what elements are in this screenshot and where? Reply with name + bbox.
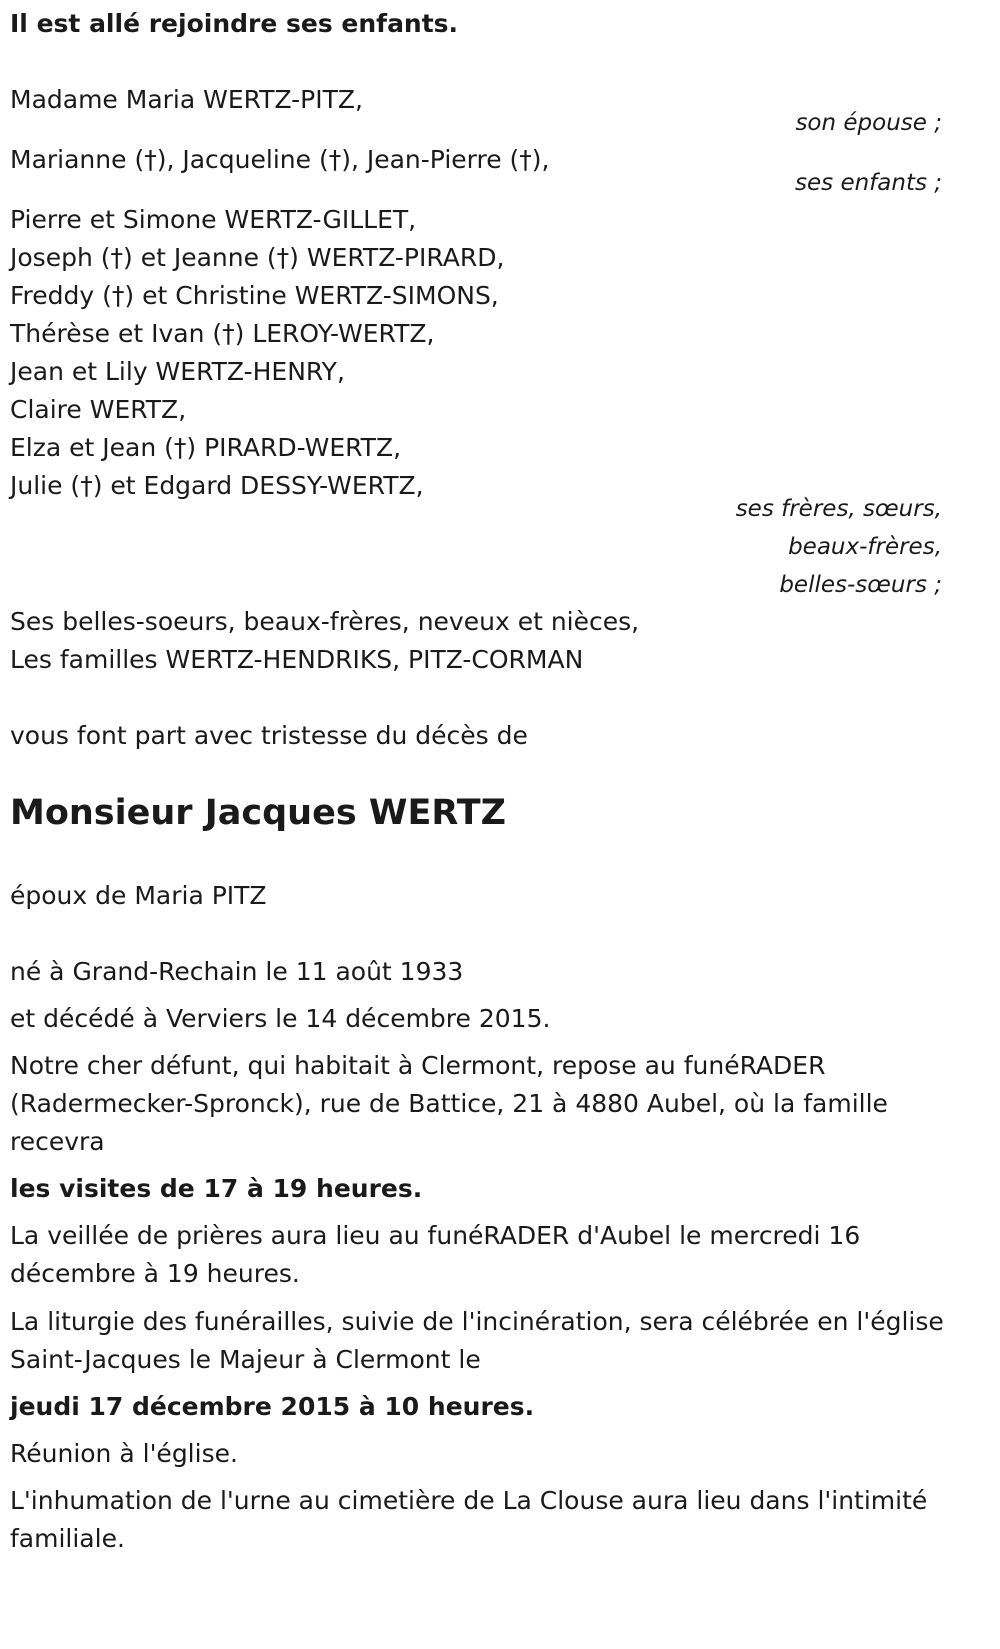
sibling-line: Claire WERTZ, xyxy=(10,395,187,424)
deceased-name: Monsieur Jacques WERTZ xyxy=(10,793,506,833)
rest-line: recevra xyxy=(10,1127,105,1156)
liturgy-line: La liturgie des funérailles, suivie de l'incinération, sera célébrée en l'église xyxy=(10,1307,944,1336)
service-date-line: jeudi 17 décembre 2015 à 10 heures. xyxy=(10,1392,535,1421)
sibling-line: Jean et Lily WERTZ-HENRY, xyxy=(10,357,345,386)
sibling-line: Elza et Jean (†) PIRARD-WERTZ, xyxy=(10,433,402,462)
relatives-line: Les familles WERTZ-HENDRIKS, PITZ-CORMAN xyxy=(10,645,584,674)
sibling-line: Julie (†) et Edgard DESSY-WERTZ, xyxy=(10,471,424,500)
rest-line: (Radermecker-Spronck), rue de Battice, 21 à 4880 Aubel, où la famille xyxy=(10,1089,888,1118)
burial-line: familiale. xyxy=(10,1524,125,1553)
meeting-line: Réunion à l'église. xyxy=(10,1439,238,1468)
siblings-role: belles-sœurs ; xyxy=(779,572,942,598)
sibling-line: Pierre et Simone WERTZ-GILLET, xyxy=(10,205,417,234)
header-line: Il est allé rejoindre ses enfants. xyxy=(10,9,459,38)
rest-line: Notre cher défunt, qui habitait à Clermont, repose au funéRADER xyxy=(10,1051,826,1080)
children-role: ses enfants ; xyxy=(795,170,942,196)
sibling-line: Thérèse et Ivan (†) LEROY-WERTZ, xyxy=(10,319,435,348)
children-line: Marianne (†), Jacqueline (†), Jean-Pierre (†), xyxy=(10,145,550,174)
relatives-line: Ses belles-soeurs, beaux-frères, neveux et nièces, xyxy=(10,607,640,636)
vigil-line: La veillée de prières aura lieu au funéRADER d'Aubel le mercredi 16 xyxy=(10,1221,861,1250)
visits-line: les visites de 17 à 19 heures. xyxy=(10,1174,423,1203)
birth-line: né à Grand-Rechain le 11 août 1933 xyxy=(10,957,464,986)
sibling-line: Freddy (†) et Christine WERTZ-SIMONS, xyxy=(10,281,499,310)
announcement-line: vous font part avec tristesse du décès de xyxy=(10,721,528,750)
siblings-role: beaux-frères, xyxy=(788,534,942,560)
spouse-of-line: époux de Maria PITZ xyxy=(10,881,267,910)
vigil-line: décembre à 19 heures. xyxy=(10,1259,300,1288)
death-line: et décédé à Verviers le 14 décembre 2015. xyxy=(10,1004,551,1033)
spouse-line: Madame Maria WERTZ-PITZ, xyxy=(10,85,363,114)
sibling-line: Joseph (†) et Jeanne (†) WERTZ-PIRARD, xyxy=(10,243,505,272)
liturgy-line: Saint-Jacques le Majeur à Clermont le xyxy=(10,1345,481,1374)
spouse-role: son épouse ; xyxy=(795,110,942,136)
siblings-role: ses frères, sœurs, xyxy=(735,496,942,522)
burial-line: L'inhumation de l'urne au cimetière de La Clouse aura lieu dans l'intimité xyxy=(10,1486,928,1515)
